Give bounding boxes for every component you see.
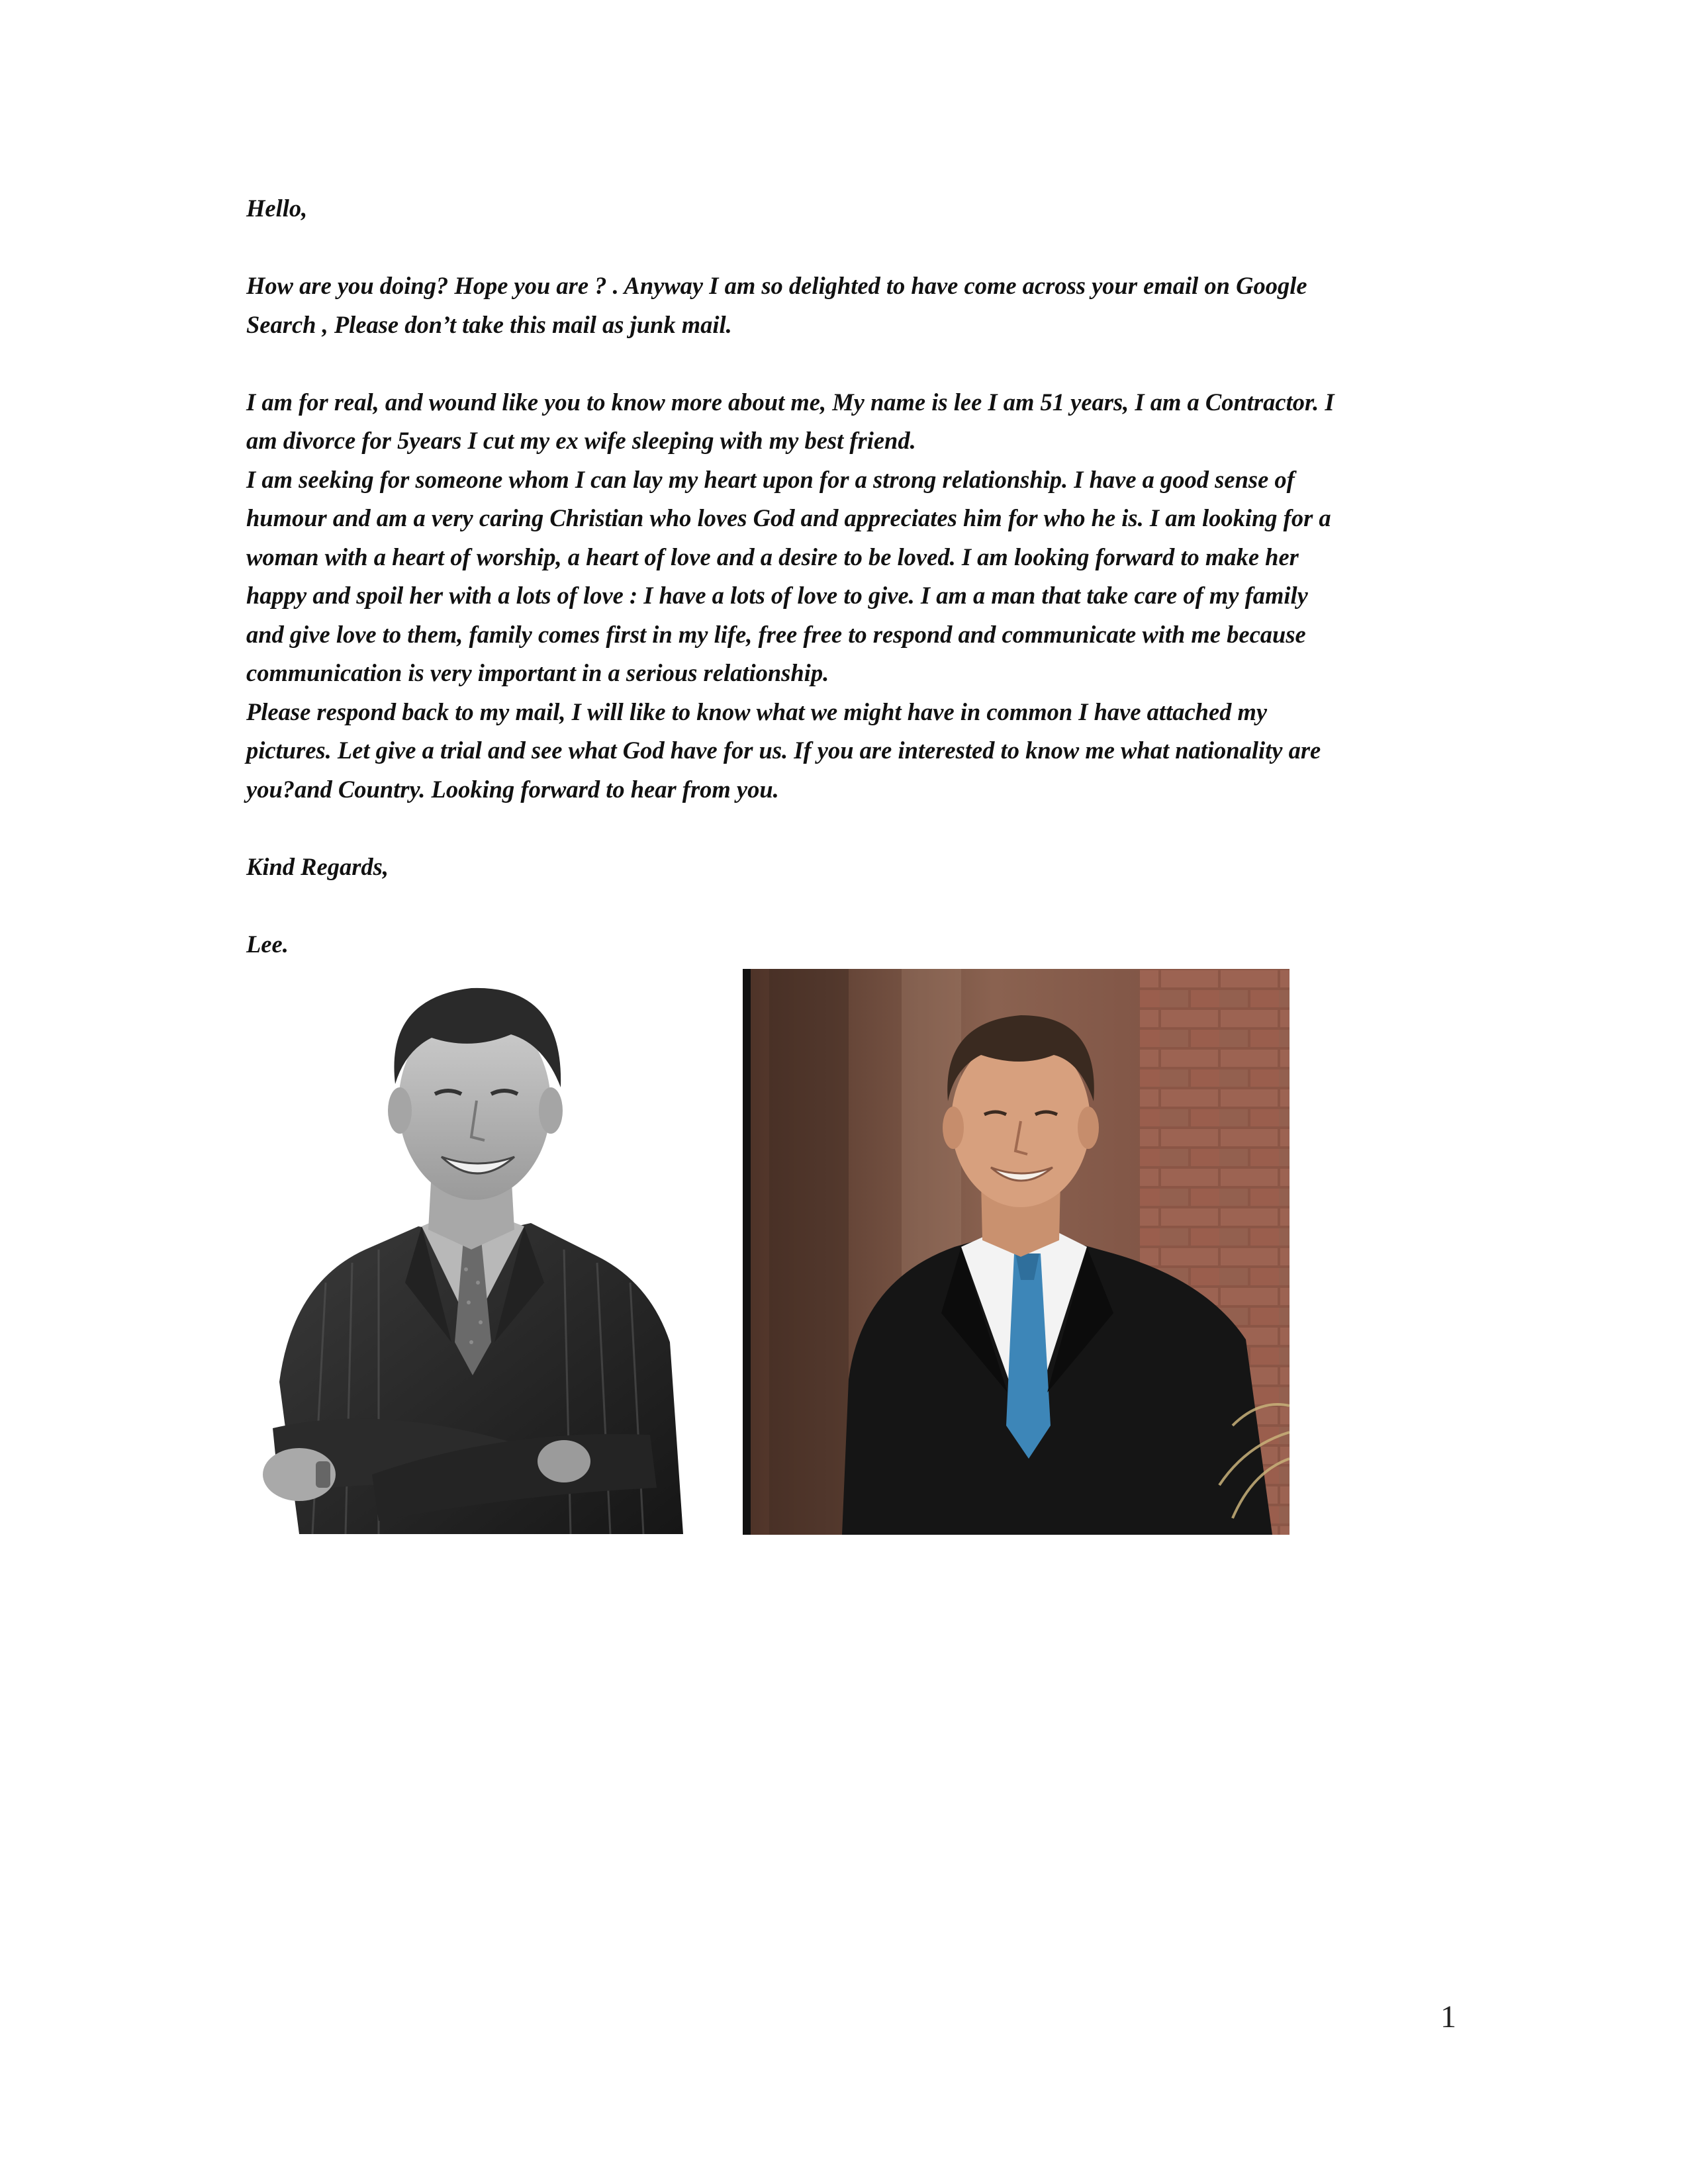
portrait-photo-right bbox=[743, 969, 1289, 1535]
paragraph-1-line-2: Search , Please don’t take this mail as junk mail. bbox=[246, 310, 732, 338]
paragraph-2-line-5: woman with a heart of worship, a heart of love and a desire to be loved. I am looking forward to make her bbox=[246, 543, 1299, 570]
paragraph-2-line-1: I am for real, and wound like you to know more about me, My name is lee I am 51 years, I am a Contractor. I bbox=[246, 388, 1335, 416]
letter-body bbox=[246, 189, 1464, 964]
paragraph-2-line-4: humour and am a very caring Christian who loves God and appreciates him for who he is. I am looking for a bbox=[246, 504, 1331, 531]
paragraph-2-line-9: Please respond back to my mail, I will like to know what we might have in common I have attached my bbox=[246, 698, 1268, 725]
paragraph-2-line-11: you?and Country. Looking forward to hear from you. bbox=[246, 775, 779, 803]
signature: Lee. bbox=[246, 930, 289, 958]
greeting: Hello, bbox=[246, 195, 308, 222]
paragraph-2-line-3: I am seeking for someone whom I can lay my heart upon for a strong relationship. I have a good sense of bbox=[246, 465, 1295, 493]
paragraph-1-line-1: How are you doing? Hope you are ? . Anyway I am so delighted to have come across your email on Google bbox=[246, 272, 1307, 299]
portrait-color-icon bbox=[743, 969, 1289, 1535]
paragraph-2-line-10: pictures. Let give a trial and see what God have for us. If you are interested to know me what nationality are bbox=[246, 737, 1321, 764]
portrait-photo-left bbox=[253, 972, 691, 1534]
paragraph-2-line-7: and give love to them, family comes first in my life, free free to respond and communicate with me because bbox=[246, 620, 1306, 648]
page-number: 1 bbox=[1440, 1999, 1456, 2034]
paragraph-2-line-2: am divorce for 5years I cut my ex wife sleeping with my best friend. bbox=[246, 427, 916, 454]
paragraph-2-line-8: communication is very important in a serious relationship. bbox=[246, 659, 829, 686]
closing: Kind Regards, bbox=[246, 852, 389, 880]
paragraph-2-line-6: happy and spoil her with a lots of love : I have a lots of love to give. I am a man that take care of my family bbox=[246, 582, 1308, 609]
portrait-bw-icon bbox=[253, 972, 691, 1534]
